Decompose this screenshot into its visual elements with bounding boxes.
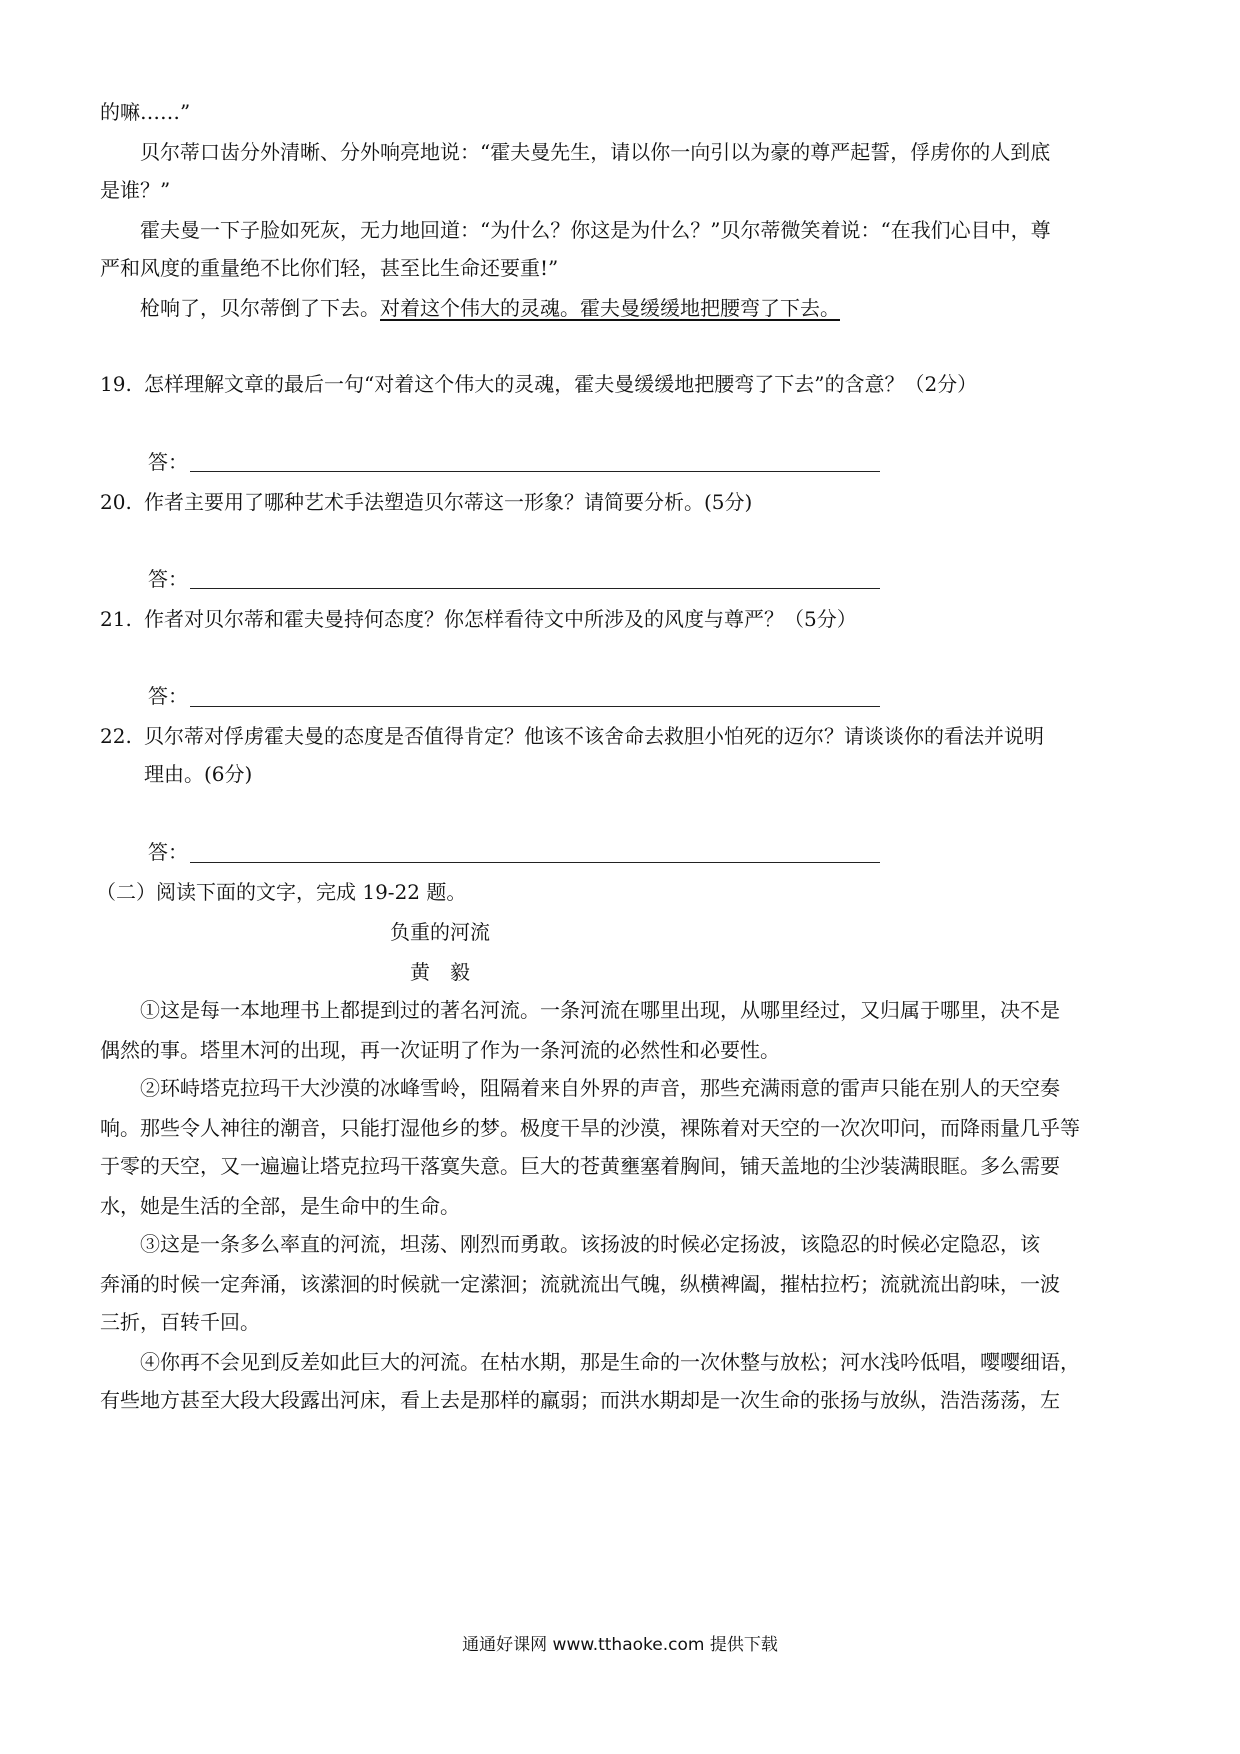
question-number: 22. bbox=[100, 724, 132, 748]
article-paragraph-2-cont: 响。那些令人神往的潮音，只能打湿他乡的梦。极度干旱的沙漠，裸陈着对天空的一次次叩问，而降雨量几乎等 bbox=[100, 1116, 1080, 1140]
answer-label: 答： bbox=[148, 840, 188, 864]
question-20 bbox=[100, 486, 752, 518]
answer-line-21[interactable] bbox=[190, 706, 880, 707]
answer-line-22[interactable] bbox=[190, 862, 880, 863]
answer-line-20[interactable] bbox=[190, 588, 880, 589]
question-22 bbox=[100, 720, 1044, 752]
article-paragraph-4-cont: 有些地方甚至大段大段露出河床，看上去是那样的羸弱；而洪水期却是一次生命的张扬与放纵，浩浩荡荡，左 bbox=[100, 1388, 1060, 1412]
article-paragraph-2-cont: 水，她是生活的全部，是生命中的生命。 bbox=[100, 1194, 460, 1218]
question-text: 贝尔蒂对俘虏霍夫曼的态度是否值得肯定？他该不该舍命去救胆小怕死的迈尔？请谈谈你的看法并说明 bbox=[144, 724, 1044, 748]
page-footer: 通通好课网 www.tthaoke.com 提供下载 bbox=[462, 1635, 778, 1655]
passage-line: 的嘛……” bbox=[100, 100, 191, 124]
question-number: 20. bbox=[100, 490, 132, 514]
question-text: 作者主要用了哪种艺术手法塑造贝尔蒂这一形象？请简要分析。(5分) bbox=[144, 490, 753, 514]
passage-paragraph-3 bbox=[140, 292, 840, 324]
article-paragraph-2: ②环峙塔克拉玛干大沙漠的冰峰雪岭，阻隔着来自外界的声音，那些充满雨意的雷声只能在别人的天空奏 bbox=[140, 1076, 1060, 1100]
passage-paragraph-1: 贝尔蒂口齿分外清晰、分外响亮地说：“霍夫曼先生，请以你一向引以为豪的尊严起誓，俘虏你的人到底 bbox=[140, 140, 1051, 164]
article-author: 黄 毅 bbox=[410, 960, 470, 984]
passage-paragraph-2-cont: 严和风度的重量绝不比你们轻，甚至比生命还要重!” bbox=[100, 256, 559, 280]
article-paragraph-1: ①这是每一本地理书上都提到过的著名河流。一条河流在哪里出现，从哪里经过，又归属于哪里，决不是 bbox=[140, 998, 1060, 1022]
answer-line-19[interactable] bbox=[190, 471, 880, 472]
underlined-sentence: 对着这个伟大的灵魂。霍夫曼缓缓地把腰弯了下去。 bbox=[380, 296, 840, 320]
question-22-cont: 理由。(6分) bbox=[144, 762, 253, 786]
answer-label: 答： bbox=[148, 450, 188, 474]
article-paragraph-1-cont: 偶然的事。塔里木河的出现，再一次证明了作为一条河流的必然性和必要性。 bbox=[100, 1038, 780, 1062]
answer-label: 答： bbox=[148, 684, 188, 708]
article-paragraph-2-cont: 于零的天空，又一遍遍让塔克拉玛干落寞失意。巨大的苍黄壅塞着胸间，铺天盖地的尘沙装满眼眶。多么需要 bbox=[100, 1154, 1060, 1178]
article-paragraph-3-cont: 奔涌的时候一定奔涌，该潆洄的时候就一定潆洄；流就流出气魄，纵横裨阖，摧枯拉朽；流就流出韵味，一波 bbox=[100, 1272, 1060, 1296]
passage-paragraph-2: 霍夫曼一下子脸如死灰，无力地回道：“为什么？你这是为什么？”贝尔蒂微笑着说：“在我们心目中，尊 bbox=[140, 218, 1051, 242]
question-19 bbox=[100, 368, 977, 400]
answer-label: 答： bbox=[148, 567, 188, 591]
passage-sentence: 枪响了，贝尔蒂倒了下去。 bbox=[140, 296, 380, 320]
article-paragraph-4: ④你再不会见到反差如此巨大的河流。在枯水期，那是生命的一次休整与放松；河水浅吟低唱，嘤嘤细语， bbox=[140, 1350, 1080, 1374]
question-number: 21. bbox=[100, 607, 132, 631]
article-paragraph-3-cont: 三折，百转千回。 bbox=[100, 1310, 260, 1334]
question-text: 怎样理解文章的最后一句“对着这个伟大的灵魂，霍夫曼缓缓地把腰弯了下去”的含意？（2分） bbox=[144, 372, 978, 396]
article-title: 负重的河流 bbox=[390, 920, 490, 944]
question-text: 作者对贝尔蒂和霍夫曼持何态度？你怎样看待文中所涉及的风度与尊严？（5分） bbox=[144, 607, 857, 631]
article-paragraph-3: ③这是一条多么率直的河流，坦荡、刚烈而勇敢。该扬波的时候必定扬波，该隐忍的时候必定隐忍，该 bbox=[140, 1232, 1040, 1256]
question-21 bbox=[100, 603, 857, 635]
question-number: 19. bbox=[100, 372, 132, 396]
section-intro: （二）阅读下面的文字，完成 19-22 题。 bbox=[96, 880, 467, 904]
passage-paragraph-1-cont: 是谁？” bbox=[100, 178, 171, 202]
